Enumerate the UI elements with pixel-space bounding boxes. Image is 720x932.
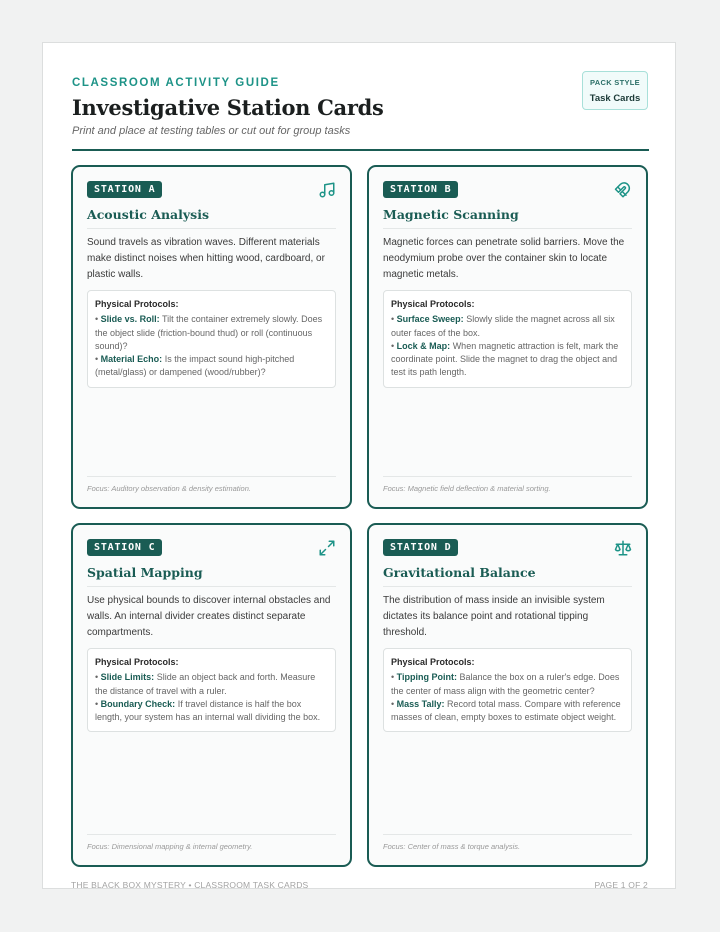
title-divider — [383, 586, 632, 587]
station-card-b — [367, 165, 648, 509]
focus-divider — [87, 476, 336, 477]
focus-divider — [87, 834, 336, 835]
station-card-a — [71, 165, 352, 509]
balance-scale-icon — [614, 539, 632, 557]
station-tag: STATION C — [87, 539, 162, 556]
station-card-c — [71, 523, 352, 867]
protocol-text: Slowly slide the magnet across all six outer faces of the box. — [391, 314, 615, 338]
protocols-box — [383, 290, 632, 388]
station-title: Magnetic Scanning — [383, 207, 519, 222]
protocol-key: Surface Sweep: — [396, 314, 464, 325]
header-divider — [72, 149, 649, 151]
page-eyebrow: CLASSROOM ACTIVITY GUIDE — [72, 77, 280, 89]
protocol-key: Mass Tally: — [396, 698, 445, 709]
badge-label: PACK STYLE — [590, 78, 640, 87]
protocol-text: Tilt the container extremely slowly. Does the object slide (friction-bound thud) or roll (continuous sound)? — [95, 314, 323, 351]
station-description: Sound travels as vibration waves. Different materials make distinct noises when hitting wood, cardboard, or plastic walls. — [87, 237, 325, 280]
page-number: PAGE 1 OF 2 — [594, 880, 648, 890]
title-divider — [383, 228, 632, 229]
station-tag: STATION A — [87, 181, 162, 198]
music-note-icon — [318, 181, 336, 199]
protocol-text: When magnetic attraction is felt, mark the coordinate point. Slide the magnet to drag the object and test its path length. — [391, 340, 619, 378]
station-description: Use physical bounds to discover internal obstacles and walls. An internal divider creates distinct separate compartments. — [87, 595, 331, 638]
pack-style-badge — [582, 71, 648, 110]
protocols-box — [87, 648, 336, 732]
protocols-heading: Physical Protocols: — [95, 299, 179, 309]
station-focus: Focus: Magnetic field deflection & material sorting. — [383, 484, 551, 493]
page-title: Investigative Station Cards — [72, 95, 384, 120]
protocol-key: Slide vs. Roll: — [100, 314, 160, 325]
expand-arrows-icon — [318, 539, 336, 557]
station-title: Acoustic Analysis — [87, 207, 209, 222]
station-description: The distribution of mass inside an invisible system dictates its balance point and rotational tipping threshold. — [383, 595, 605, 638]
station-title: Gravitational Balance — [383, 565, 536, 580]
protocol-item: • Slide Limits: Slide an object back and forth. Measure the distance of travel with a ruler. — [95, 672, 316, 696]
station-focus: Focus: Dimensional mapping & internal geometry. — [87, 842, 253, 851]
station-focus: Focus: Center of mass & torque analysis. — [383, 842, 521, 851]
protocols-box — [383, 648, 632, 732]
footer-title: THE BLACK BOX MYSTERY • CLASSROOM TASK CARDS — [71, 880, 309, 890]
protocols-heading: Physical Protocols: — [391, 657, 475, 667]
protocol-text: If travel distance is half the box length, your system has an internal wall dividing the box. — [95, 698, 321, 723]
protocol-item: • Material Echo: Is the impact sound high-pitched (metal/glass) or dampened (wood/rubber)? — [95, 354, 295, 378]
station-tag: STATION B — [383, 181, 458, 198]
protocol-item: • Lock & Map: When magnetic attraction is felt, mark the coordinate point. Slide the magnet to drag the object and test its path length. — [391, 340, 619, 378]
station-tag: STATION D — [383, 539, 458, 556]
station-description: Magnetic forces can penetrate solid barriers. Move the neodymium probe over the container skin to locate magnetic metals. — [383, 237, 625, 280]
station-focus: Focus: Auditory observation & density estimation. — [87, 484, 251, 493]
protocols-heading: Physical Protocols: — [391, 299, 475, 309]
badge-value: Task Cards — [589, 93, 641, 104]
title-divider — [87, 228, 336, 229]
protocol-key: Tipping Point: — [396, 672, 457, 683]
protocol-text: Record total mass. Compare with reference masses of clean, empty boxes to estimate object weight. — [391, 698, 621, 723]
protocol-item: • Tipping Point: Balance the box on a ruler's edge. Does the center of mass align with the geometric center? — [391, 672, 620, 696]
focus-divider — [383, 476, 632, 477]
protocol-key: Lock & Map: — [396, 340, 451, 351]
protocols-heading: Physical Protocols: — [95, 657, 179, 667]
protocol-key: Material Echo: — [100, 354, 163, 365]
protocol-item: • Slide vs. Roll: Tilt the container extremely slowly. Does the object slide (friction-bound thud) or roll (continuous sound)? — [95, 314, 323, 351]
protocols-box — [87, 290, 336, 388]
protocol-text: Balance the box on a ruler's edge. Does the center of mass align with the geometric center? — [391, 672, 620, 696]
focus-divider — [383, 834, 632, 835]
title-divider — [87, 586, 336, 587]
protocol-item: • Surface Sweep: Slowly slide the magnet across all six outer faces of the box. — [391, 314, 615, 338]
protocol-text: Is the impact sound high-pitched (metal/glass) or dampened (wood/rubber)? — [95, 354, 295, 378]
station-title: Spatial Mapping — [87, 565, 203, 580]
protocol-item: • Boundary Check: If travel distance is half the box length, your system has an internal wall dividing the box. — [95, 698, 321, 723]
protocol-text: Slide an object back and forth. Measure the distance of travel with a ruler. — [95, 672, 316, 696]
protocol-key: Slide Limits: — [100, 672, 155, 683]
station-card-d — [367, 523, 648, 867]
protocol-item: • Mass Tally: Record total mass. Compare with reference masses of clean, empty boxes to estimate object weight. — [391, 698, 621, 723]
magnet-icon — [614, 181, 632, 199]
page-subtitle: Print and place at testing tables or cut out for group tasks — [72, 125, 351, 137]
protocol-key: Boundary Check: — [100, 698, 176, 709]
